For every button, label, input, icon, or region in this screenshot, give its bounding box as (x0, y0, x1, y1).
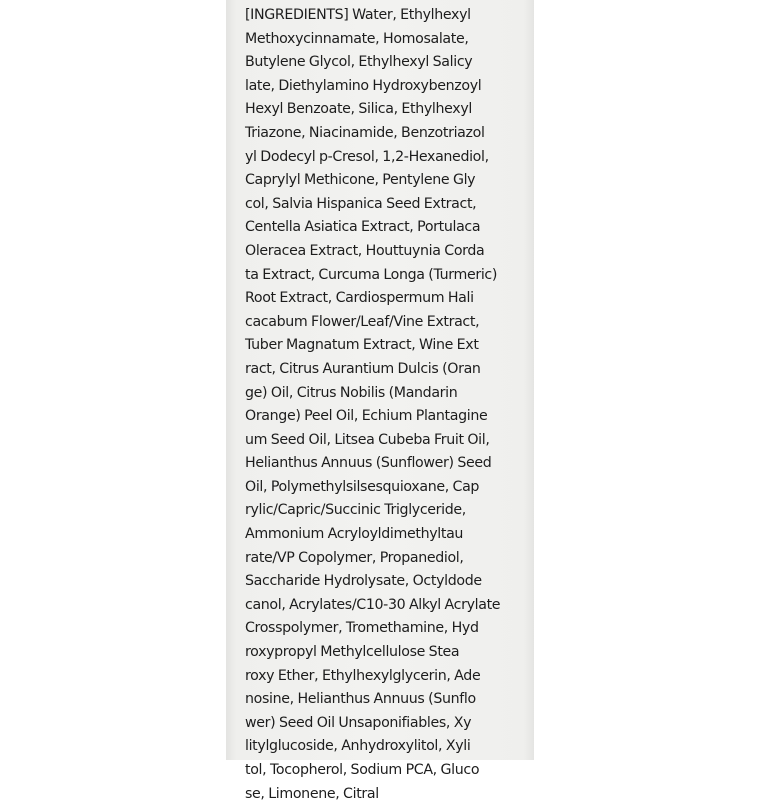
ingredients-list (245, 4, 535, 806)
ingredients-line: col, Salvia Hispanica Seed Extract, (245, 195, 477, 212)
ingredients-line: Triazone, Niacinamide, Benzotriazol (245, 124, 485, 141)
ingredients-line: Methoxycinnamate, Homosalate, (245, 30, 469, 47)
ingredients-line: rate/VP Copolymer, Propanediol, (245, 549, 464, 566)
ingredients-line: litylglucoside, Anhydroxylitol, Xyli (245, 738, 471, 755)
ingredients-line: Hexyl Benzoate, Silica, Ethylhexyl (245, 101, 472, 118)
ingredients-line: tol, Tocopherol, Sodium PCA, Gluco (245, 762, 480, 778)
ingredients-line: Root Extract, Cardiospermum Hali (245, 290, 474, 307)
ingredients-line: ta Extract, Curcuma Longa (Turmeric) (245, 266, 498, 283)
ingredients-line: canol, Acrylates/C10-30 Alkyl Acrylate (245, 596, 501, 613)
ingredients-line: um Seed Oil, Litsea Cubeba Fruit Oil, (245, 431, 490, 448)
ingredients-line: Helianthus Annuus (Sunflower) Seed (245, 455, 492, 472)
ingredients-line: ract, Citrus Aurantium Dulcis (Oran (245, 360, 481, 377)
ingredients-line: [INGREDIENTS] Water, Ethylhexyl (245, 7, 471, 23)
ingredients-line: Crosspolymer, Tromethamine, Hyd (245, 620, 479, 637)
ingredients-line: roxypropyl Methylcellulose Stea (245, 644, 460, 661)
ingredients-line: cacabum Flower/Leaf/Vine Extract, (245, 313, 480, 330)
ingredients-line: Saccharide Hydrolysate, Octyldode (245, 573, 482, 590)
ingredients-line: Oleracea Extract, Houttuynia Corda (245, 242, 485, 259)
ingredients-line: Butylene Glycol, Ethylhexyl Salicy (245, 54, 473, 71)
ingredients-line: wer) Seed Oil Unsaponifiables, Xy (245, 714, 472, 731)
ingredients-line: late, Diethylamino Hydroxybenzoyl (245, 77, 482, 94)
ingredients-line: roxy Ether, Ethylhexylglycerin, Ade (245, 667, 481, 684)
ingredients-line: Orange) Peel Oil, Echium Plantagine (245, 408, 488, 425)
ingredients-line: ge) Oil, Citrus Nobilis (Mandarin (245, 384, 458, 401)
ingredients-line: se, Limonene, Citral (245, 785, 379, 802)
ingredients-line: yl Dodecyl p-Cresol, 1,2-Hexanediol, (245, 148, 489, 165)
ingredients-line: Tuber Magnatum Extract, Wine Ext (245, 337, 479, 354)
ingredients-line: Centella Asiatica Extract, Portulaca (245, 219, 481, 236)
ingredients-line: Ammonium Acryloyldimethyltau (245, 526, 464, 543)
ingredients-line: Oil, Polymethylsilsesquioxane, Cap (245, 478, 480, 495)
ingredients-line: rylic/Capric/Succinic Triglyceride, (245, 502, 466, 519)
ingredients-line: nosine, Helianthus Annuus (Sunflo (245, 691, 476, 708)
ingredients-line: Caprylyl Methicone, Pentylene Gly (245, 172, 476, 189)
